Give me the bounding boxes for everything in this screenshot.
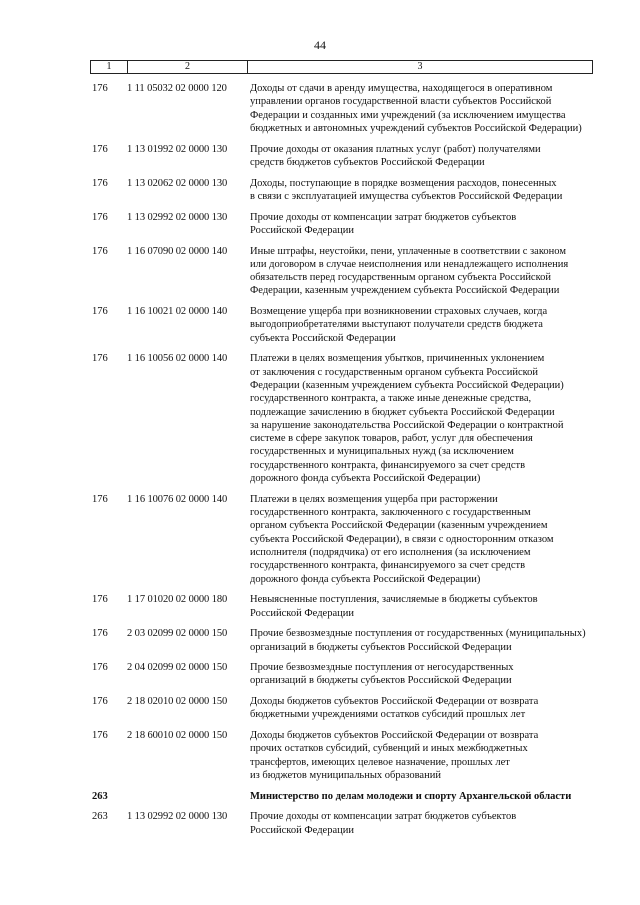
description-line: управлении органов государственной власти субъектов Российской [250,96,552,108]
description-line: дорожного фонда субъекта Российской Федерации) [250,473,481,485]
description-line: государственного контракта, финансируемого за счет средств [250,560,526,572]
description-cell [247,352,590,485]
description-line: Российской Федерации [250,224,354,236]
revenue-code-cell: 1 13 02992 02 0000 130 [127,211,228,223]
description-line: Федерации и созданных ими учреждений (за исключением имущества [250,109,566,121]
admin-code-cell: 176 [92,594,108,606]
description-line: в связи с эксплуатацией имущества субъектов Российской Федерации [250,190,563,202]
admin-code-cell: 176 [92,628,108,640]
description-line: подлежащие зачислению в бюджет субъекта Российской Федерации [250,406,555,418]
description-line: Прочие доходы от компенсации затрат бюджетов субъектов [250,211,517,223]
description-line: выгодоприобретателями выступают получатели средств бюджета [250,319,543,331]
description-cell [247,245,590,298]
admin-code-cell: 176 [92,353,108,365]
description-cell [247,810,590,837]
revenue-code-cell: 1 13 02062 02 0000 130 [127,177,228,189]
column-header-2: 2 [128,61,248,74]
description-line: Российской Федерации [250,824,354,836]
admin-code-cell: 263 [92,811,108,823]
admin-code-cell: 263 [92,790,108,802]
description-cell [247,305,590,345]
table-row [90,593,590,620]
table-row [90,352,590,485]
description-line: Прочие доходы от компенсации затрат бюджетов субъектов [250,811,517,823]
table-row [90,661,590,688]
description-line: Прочие безвозмездные поступления от негосударственных [250,662,514,674]
column-header-3: 3 [248,61,593,74]
table-row [90,305,590,345]
description-line: Российской Федерации [250,607,354,619]
description-line: Доходы бюджетов субъектов Российской Федерации от возврата [250,730,539,742]
description-cell [247,661,590,688]
description-line: трансфертов, имеющих целевое назначение, прошлых лет [250,756,510,768]
description-line: государственных и муниципальных нужд (за исключением [250,446,514,458]
column-header-1: 1 [91,61,128,74]
description-line: системе в сфере закупок товаров, работ, услуг для обеспечения [250,433,533,445]
description-line: государственного контракта, финансируемого за счет средств [250,459,526,471]
description-cell [247,627,590,654]
description-line: бюджетных и автономных учреждений субъектов Российской Федерации) [250,122,582,134]
description-cell [247,177,590,204]
description-line: от заключения с государственным органом субъекта Российской [250,366,539,378]
revenue-code-cell: 2 04 02099 02 0000 150 [127,662,228,674]
description-cell [247,695,590,722]
description-line: Доходы бюджетов субъектов Российской Федерации от возврата [250,696,539,708]
description-line: за нарушение законодательства Российской Федерации о контрактной [250,419,564,431]
description-line: субъекта Российской Федерации [250,332,396,344]
description-line: дорожного фонда субъекта Российской Федерации) [250,573,481,585]
revenue-code-cell: 1 11 05032 02 0000 120 [127,83,227,94]
table-row [90,245,590,298]
description-line: Платежи в целях возмещения ущерба при расторжении [250,493,498,505]
table-row [90,143,590,170]
table-row [90,695,590,722]
revenue-code-cell: 1 13 01992 02 0000 130 [127,143,228,155]
description-line: организаций в бюджеты субъектов Российской Федерации [250,675,512,687]
description-line: государственного контракта, заключенного с государственным [250,507,531,519]
description-line: средств бюджетов субъектов Российской Федерации [250,156,485,168]
description-line: Прочие доходы от оказания платных услуг (работ) получателями [250,143,541,155]
section-heading-row [90,790,590,803]
admin-code-cell: 176 [92,245,108,257]
description-cell [247,82,590,135]
admin-code-cell: 176 [92,696,108,708]
description-line: органом субъекта Российской Федерации (казенным учреждением [250,520,548,532]
table-body [90,82,590,844]
table-row [90,211,590,238]
revenue-code-cell: 1 16 07090 02 0000 140 [127,245,228,257]
admin-code-cell: 176 [92,662,108,674]
description-line: исполнителя (подрядчика) от его исполнения (за исключением [250,546,531,558]
description-line: Федерации (казенным учреждением субъекта Российской Федерации) [250,379,564,391]
admin-code-cell: 176 [92,730,108,742]
description-line: Доходы, поступающие в порядке возмещения расходов, понесенных [250,177,557,189]
description-line: субъекта Российской Федерации), в связи с односторонним отказом [250,533,554,545]
admin-code-cell: 176 [92,211,108,223]
revenue-code-cell: 1 16 10076 02 0000 140 [127,493,228,505]
admin-code-cell: 176 [92,306,108,318]
page-number: 44 [314,38,326,52]
revenue-code-cell: 1 16 10056 02 0000 140 [127,353,228,365]
description-line: Иные штрафы, неустойки, пени, уплаченные в соответствии с законом [250,245,566,257]
description-cell [247,143,590,170]
description-line: Федерации, казенным учреждением субъекта Российской Федерации [250,285,560,297]
description-cell [247,729,590,782]
description-line: государственного контракта, а также иные денежные средства, [250,393,532,405]
table-row [90,729,590,782]
revenue-code-cell: 2 18 02010 02 0000 150 [127,696,228,708]
description-line: прочих остатков субсидий, субвенций и иных межбюджетных [250,743,528,755]
table-row [90,493,590,586]
admin-code-cell: 176 [92,177,108,189]
description-cell [247,593,590,620]
revenue-code-cell: 1 17 01020 02 0000 180 [127,594,228,606]
description-line: Возмещение ущерба при возникновении страховых случаев, когда [250,306,548,318]
description-line: бюджетными учреждениями остатков субсидий прошлых лет [250,709,526,721]
description-cell [247,790,590,803]
description-line: Платежи в целях возмещения убытков, причиненных уклонением [250,353,545,365]
revenue-code-cell: 1 13 02992 02 0000 130 [127,811,228,823]
revenue-code-cell: 2 18 60010 02 0000 150 [127,730,228,742]
description-cell [247,493,590,586]
description-line: Прочие безвозмездные поступления от государственных (муниципальных) [250,628,586,640]
table-row [90,810,590,837]
description-line: организаций в бюджеты субъектов Российской Федерации [250,641,512,653]
description-line: обязательств перед государственным органом субъекта Российской [250,272,552,284]
column-header-table [90,60,593,74]
admin-code-cell: 176 [92,493,108,505]
admin-code-cell: 176 [92,83,108,94]
revenue-code-cell: 1 16 10021 02 0000 140 [127,306,228,318]
description-line: Невыясненные поступления, зачисляемые в бюджеты субъектов [250,594,538,606]
admin-code-cell: 176 [92,143,108,155]
table-row [90,627,590,654]
description-line: Министерство по делам молодежи и спорту Архангельской области [250,790,572,802]
description-line: из бюджетов муниципальных образований [250,770,441,782]
description-line: Доходы от сдачи в аренду имущества, находящегося в оперативном [250,83,553,94]
table-row [90,82,590,135]
table-row [90,177,590,204]
description-cell [247,211,590,238]
description-line: или договором в случае неисполнения или ненадлежащего исполнения [250,258,569,270]
revenue-code-cell: 2 03 02099 02 0000 150 [127,628,228,640]
